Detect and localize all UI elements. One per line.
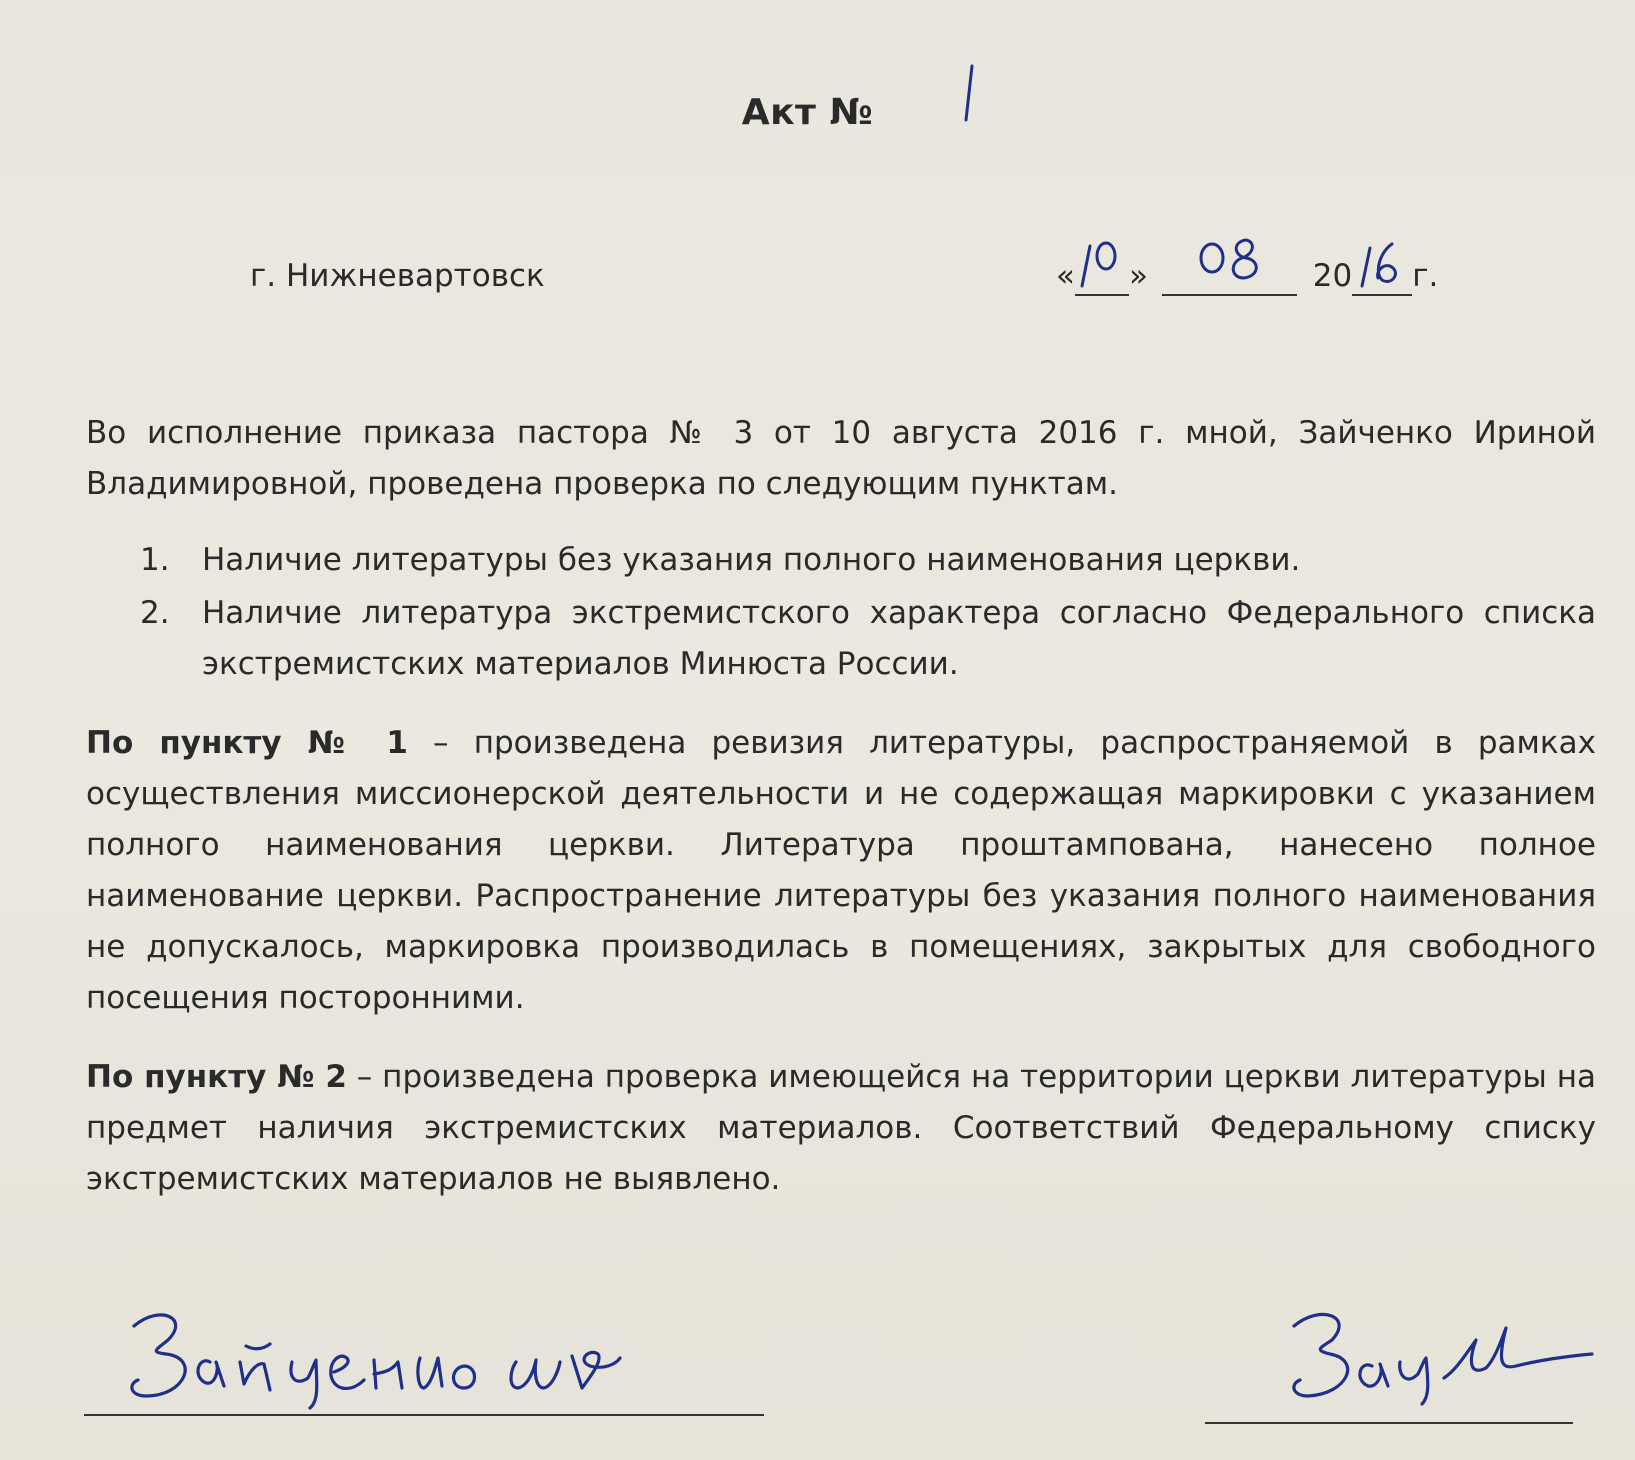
- date-day-handwritten: [1082, 243, 1115, 286]
- signature-line: [1205, 1422, 1573, 1424]
- act-title-text: Акт №: [741, 92, 874, 133]
- check-items-list: [140, 535, 1596, 692]
- signature-name-line: [84, 1414, 764, 1416]
- signature-handwritten: [1280, 1300, 1600, 1410]
- date-year-prefix: 20: [1312, 258, 1353, 294]
- date-handwriting: [1070, 228, 1430, 308]
- city: г. Нижневартовск: [250, 258, 545, 294]
- point-2-text: – произведена проверка имеющейся на территории церкви литературы на предмет наличия экстремистских материалов. Соответствий Федеральному списку экстремистских материалов не выявлено.: [86, 1059, 1596, 1197]
- signature-name-handwritten: [120, 1300, 680, 1410]
- point-2-paragraph: [86, 1052, 1596, 1205]
- date-month-handwritten: [1201, 240, 1256, 278]
- list-item: [140, 588, 1596, 690]
- date-year-handwritten: [1362, 244, 1395, 286]
- date-open-quote: «: [1056, 258, 1075, 294]
- date-close-quote: »: [1128, 258, 1148, 294]
- point-1-label: По пункту № 1: [86, 725, 408, 761]
- point-2-label: По пункту № 2: [86, 1059, 347, 1095]
- intro-paragraph: Во исполнение приказа пастора № 3 от 10 августа 2016 г. мной, Зайченко Ириной Владимировной, проведена проверка по следующим пунктам.: [86, 415, 1596, 502]
- list-item-text: Наличие литература экстремистского характера согласно Федерального списка экстремистских материалов Минюста России.: [202, 595, 1596, 682]
- list-item: [140, 535, 1596, 586]
- point-1-paragraph: [86, 718, 1596, 1024]
- list-item-number: 2.: [140, 595, 170, 631]
- act-number-handwritten: [950, 62, 990, 132]
- point-1-text: – произведена ревизия литературы, распространяемой в рамках осуществления миссионерской деятельности и не содержащая маркировки с указанием полного наименования церкви. Литература проштампована, нанесено полное наименование церкви. Распространение литературы без указания полного наименования не допускалось, маркировка производилась в помещениях, закрытых для свободного посещения посторонними.: [86, 725, 1596, 1016]
- act-title: [0, 92, 1635, 133]
- list-item-number: 1.: [140, 542, 170, 578]
- date-year-suffix: г.: [1412, 258, 1439, 294]
- list-item-text: Наличие литературы без указания полного наименования церкви.: [202, 542, 1301, 578]
